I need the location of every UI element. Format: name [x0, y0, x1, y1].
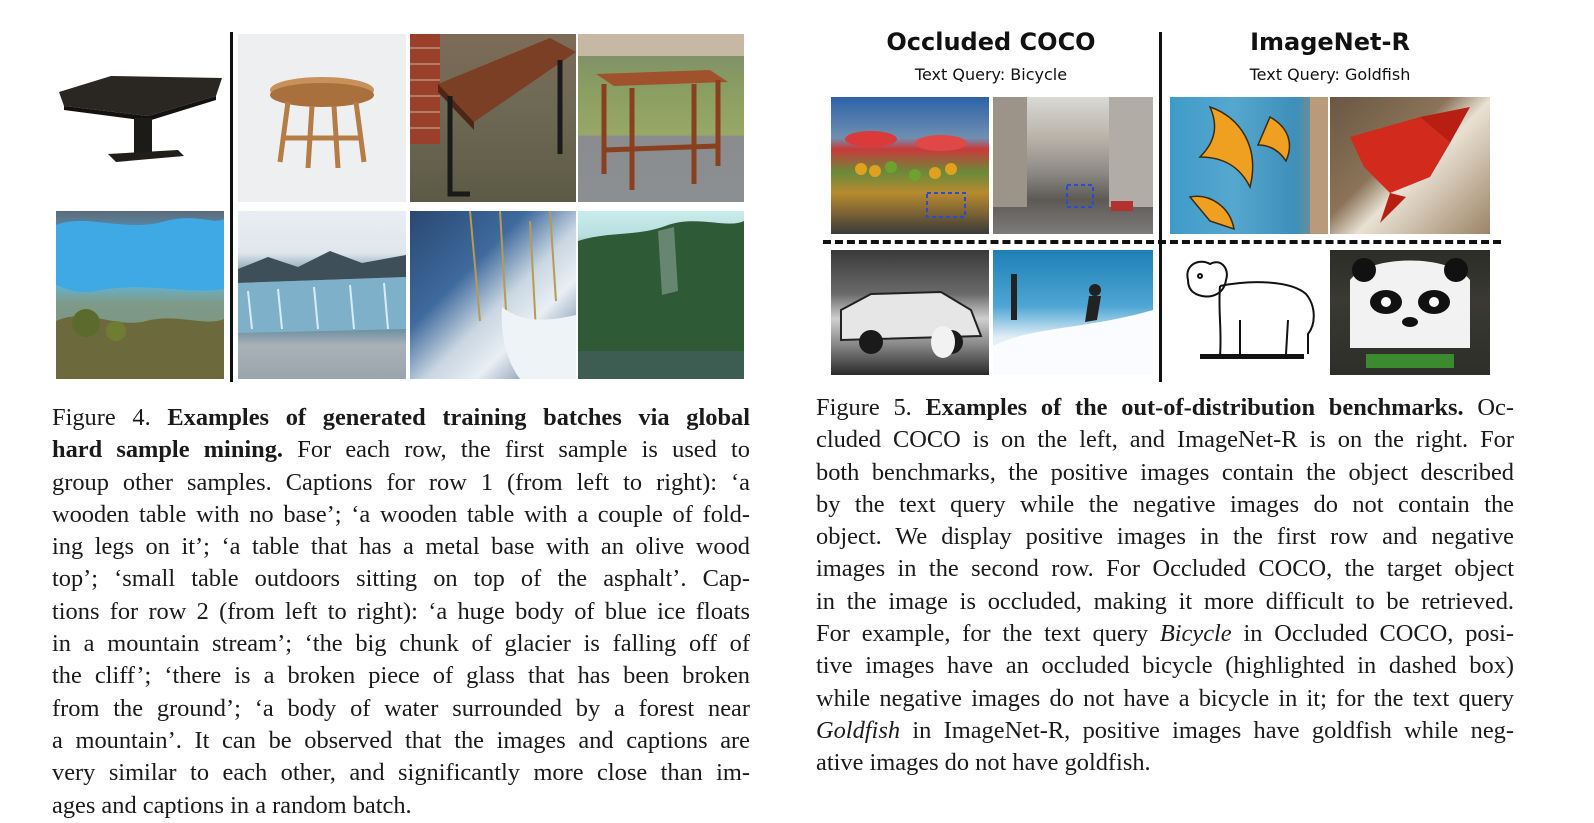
figure5-caption-text: in Occluded COCO, posi- [1243, 620, 1514, 648]
figure5-caption-line: cluded COCO is on the left, and ImageNet-R is on the right. For [816, 426, 1514, 454]
figure5-caption-line: ative images do not have goldfish. [816, 749, 1151, 777]
figure5-caption-line: images in the second row. For Occluded COCO, the target object [816, 555, 1514, 583]
coco-positive-street-image [993, 97, 1153, 234]
imagenet-r-origami-goldfish [1330, 97, 1490, 234]
occluded-coco-query: Text Query: Bicycle [914, 65, 1068, 84]
figure5-row-separator [823, 240, 1501, 244]
coco-negative-car-dog-image [831, 250, 989, 375]
figure5-title: Examples of the out-of-distribution benchmarks. [925, 394, 1464, 421]
figure5-caption-text: For example, for the text query [816, 620, 1149, 648]
figure4-caption-line: from the ground’; ‘a body of water surrounded by a forest near [52, 694, 750, 722]
imagenet-r-query: Text Query: Goldfish [1249, 65, 1411, 84]
figure4-divider [230, 32, 233, 382]
figure5-caption-line: object. We display positive images in the first row and negative [816, 523, 1514, 551]
figure4-caption-line: a mountain’. It can be observed that the images and captions are [52, 726, 750, 754]
figure4-caption-line: wooden table with no base’; ‘a wooden table with a couple of fold- [52, 500, 750, 528]
figure5-caption-line [816, 715, 1514, 747]
imagenet-r-goldfish-painting [1170, 97, 1328, 234]
figure5-caption-line: while negative images do not have a bicycle in it; for the text query [816, 684, 1514, 712]
figure4-image-table-anchor [56, 34, 224, 200]
figure4-image-forest-lake [578, 211, 744, 379]
figure4-caption-line: the cliff’; ‘there is a broken piece of glass that has been broken [52, 662, 750, 690]
figure5-caption-line: in the image is occluded, making it more difficult to be retrieved. [816, 587, 1514, 615]
imagenet-r-dog-sketch [1170, 250, 1328, 375]
figure5-label: Figure 5. [816, 394, 912, 421]
query-bicycle: Bicycle [1159, 620, 1232, 648]
figure5-caption-line [816, 618, 1514, 650]
figure4-caption-line: ing legs on it’; ‘a table that has a metal base with an olive wood [52, 533, 750, 561]
query-goldfish: Goldfish [816, 716, 901, 744]
figure4-image-glacier [238, 211, 406, 379]
figure4-image-outdoor-table [578, 34, 744, 202]
figure5-caption [816, 392, 1514, 780]
figure4-image-ice-stream-anchor [56, 211, 224, 379]
figure5-caption-text: Oc- [1477, 394, 1514, 421]
figure5-caption-line: tive images have an occluded bicycle (highlighted in dashed box) [816, 652, 1514, 680]
imagenet-r-panda-image [1330, 250, 1490, 375]
figure5-caption-text: in ImageNet-R, positive images have goldfish while neg- [912, 716, 1514, 744]
figure5-caption-line [816, 392, 1514, 424]
figure4-caption-text: For each row, the first sample is used to [297, 436, 751, 464]
figure4-image-live-edge-table [410, 34, 576, 202]
figure4-caption-line: ages and captions in a random batch. [52, 791, 412, 819]
figure5-divider [1159, 32, 1162, 382]
figure4-label: Figure 4. [52, 404, 151, 431]
figure4-caption-line [52, 402, 750, 434]
figure4-caption-line: tions for row 2 (from left to right): ‘a huge body of blue ice floats [52, 597, 750, 625]
figure4-caption-line: in a mountain stream’; ‘the big chunk of glacier is falling off of [52, 630, 750, 658]
figure4-image-broken-glass-water [410, 211, 576, 379]
coco-negative-snowboard-image [993, 250, 1153, 375]
imagenet-r-title: ImageNet-R [1250, 28, 1410, 56]
figure4-caption-line: very similar to each other, and significantly more close than im- [52, 759, 750, 787]
figure4-caption-line: group other samples. Captions for row 1 (from left to right): ‘a [52, 468, 750, 496]
figure4-title-continued: hard sample mining. [52, 436, 284, 464]
figure5-caption-line: by the text query while the negative images do not contain the [816, 490, 1514, 518]
figure5-caption-line: both benchmarks, the positive images contain the object described [816, 458, 1514, 486]
figure4-caption-line [52, 434, 750, 466]
figure4-caption [52, 402, 750, 822]
figure4-title: Examples of generated training batches via global [167, 404, 750, 431]
coco-positive-market-image [831, 97, 989, 234]
figure4-caption-line: top’; ‘small table outdoors sitting on top of the asphalt’. Cap- [52, 565, 750, 593]
figure4-image-round-table [238, 34, 406, 202]
occluded-coco-title: Occluded COCO [886, 28, 1096, 56]
